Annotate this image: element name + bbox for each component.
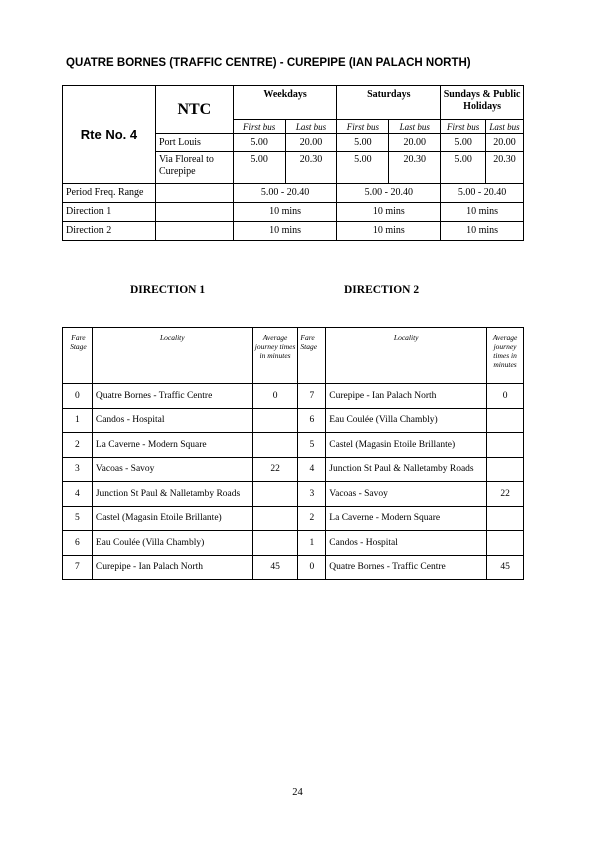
fare-stage-cell: 0: [298, 555, 326, 580]
table-row: [63, 555, 524, 580]
fare-stage-cell: 2: [298, 506, 326, 531]
period-value: 5.00 - 20.40: [233, 184, 337, 203]
time-cell: 5.00: [233, 134, 285, 152]
frequency-value: 10 mins: [337, 222, 441, 241]
fare-stage-cell: 1: [298, 531, 326, 556]
journey-time-cell: 22: [487, 482, 524, 507]
locality-cell: Quatre Bornes - Traffic Centre: [326, 555, 487, 580]
row-origin: Via Floreal to Curepipe: [155, 152, 233, 184]
fare-stage-header: Fare Stage: [63, 328, 93, 384]
journey-time-cell: [487, 433, 524, 458]
time-cell: 5.00: [337, 152, 389, 184]
fare-stage-cell: 7: [298, 384, 326, 409]
locality-cell: Eau Coulée (Villa Chambly): [92, 531, 252, 556]
page-number: 24: [292, 787, 303, 798]
frequency-value: 10 mins: [337, 203, 441, 222]
period-label: Period Freq. Range: [63, 184, 156, 203]
fare-stage-cell: 2: [63, 433, 93, 458]
locality-cell: Quatre Bornes - Traffic Centre: [92, 384, 252, 409]
journey-time-cell: [487, 531, 524, 556]
table-row: [63, 203, 524, 222]
route-timetable: [62, 85, 524, 241]
fare-stage-cell: 3: [298, 482, 326, 507]
group-sundays: Sundays & Public Holidays: [441, 86, 524, 120]
time-cell: 20.00: [486, 134, 524, 152]
journey-time-cell: 45: [252, 555, 298, 580]
direction-label: Direction 2: [63, 222, 156, 241]
fare-stage-cell: 1: [63, 408, 93, 433]
locality-cell: Junction St Paul & Nalletamby Roads: [326, 457, 487, 482]
journey-time-cell: [252, 506, 298, 531]
row-origin: Port Louis: [155, 134, 233, 152]
last-bus-header: Last bus: [389, 120, 441, 134]
fare-stage-cell: 0: [63, 384, 93, 409]
locality-cell: La Caverne - Modern Square: [326, 506, 487, 531]
fare-stage-cell: 3: [63, 457, 93, 482]
fare-stage-cell: 4: [298, 457, 326, 482]
frequency-value: 10 mins: [441, 203, 524, 222]
locality-cell: Vacoas - Savoy: [326, 482, 487, 507]
group-weekdays: Weekdays: [233, 86, 337, 120]
fare-stage-cell: 5: [298, 433, 326, 458]
time-cell: 20.00: [285, 134, 337, 152]
page-title: QUATRE BORNES (TRAFFIC CENTRE) - CUREPIPE (IAN PALACH NORTH): [66, 57, 471, 69]
locality-cell: Junction St Paul & Nalletamby Roads: [92, 482, 252, 507]
locality-cell: Castel (Magasin Etoile Brillante): [326, 433, 487, 458]
fare-stage-cell: 6: [63, 531, 93, 556]
first-bus-header: First bus: [233, 120, 285, 134]
direction2-heading: DIRECTION 2: [344, 284, 420, 296]
journey-time-cell: 45: [487, 555, 524, 580]
time-cell: 20.30: [486, 152, 524, 184]
table-row: [63, 482, 524, 507]
first-bus-header: First bus: [441, 120, 486, 134]
table-row: [63, 457, 524, 482]
time-cell: 20.30: [285, 152, 337, 184]
table-row: [63, 433, 524, 458]
journey-time-cell: [252, 433, 298, 458]
table-row: [63, 184, 524, 203]
operator-name: NTC: [155, 86, 233, 134]
locality-cell: Curepipe - Ian Palach North: [92, 555, 252, 580]
journey-time-cell: [252, 531, 298, 556]
locality-header: Locality: [326, 328, 487, 384]
fare-stage-cell: 6: [298, 408, 326, 433]
journey-time-cell: 0: [252, 384, 298, 409]
avg-time-header: Average journey times in minutes: [252, 328, 298, 384]
route-number: Rte No. 4: [63, 86, 156, 184]
time-cell: 5.00: [441, 134, 486, 152]
journey-time-cell: 0: [487, 384, 524, 409]
period-value: 5.00 - 20.40: [337, 184, 441, 203]
locality-cell: La Caverne - Modern Square: [92, 433, 252, 458]
time-cell: 5.00: [233, 152, 285, 184]
time-cell: 20.00: [389, 134, 441, 152]
period-value: 5.00 - 20.40: [441, 184, 524, 203]
first-bus-header: First bus: [337, 120, 389, 134]
fare-stage-cell: 5: [63, 506, 93, 531]
journey-time-cell: 22: [252, 457, 298, 482]
time-cell: 20.30: [389, 152, 441, 184]
locality-cell: Vacoas - Savoy: [92, 457, 252, 482]
group-saturdays: Saturdays: [337, 86, 441, 120]
fare-stage-cell: 7: [63, 555, 93, 580]
journey-time-cell: [487, 506, 524, 531]
locality-header: Locality: [92, 328, 252, 384]
frequency-value: 10 mins: [441, 222, 524, 241]
locality-cell: Candos - Hospital: [92, 408, 252, 433]
time-cell: 5.00: [337, 134, 389, 152]
fare-stage-cell: 4: [63, 482, 93, 507]
journey-time-cell: [487, 408, 524, 433]
direction-label: Direction 1: [63, 203, 156, 222]
table-row: [63, 222, 524, 241]
time-cell: 5.00: [441, 152, 486, 184]
locality-cell: Candos - Hospital: [326, 531, 487, 556]
locality-cell: Curepipe - Ian Palach North: [326, 384, 487, 409]
journey-time-cell: [252, 482, 298, 507]
locality-cell: Eau Coulée (Villa Chambly): [326, 408, 487, 433]
table-row: [63, 506, 524, 531]
last-bus-header: Last bus: [486, 120, 524, 134]
avg-time-header: Average journey times in minutes: [487, 328, 524, 384]
table-row: [63, 408, 524, 433]
last-bus-header: Last bus: [285, 120, 337, 134]
locality-cell: Castel (Magasin Etoile Brillante): [92, 506, 252, 531]
fare-stage-header: Fare Stage: [298, 328, 326, 384]
direction1-heading: DIRECTION 1: [130, 284, 206, 296]
frequency-value: 10 mins: [233, 203, 337, 222]
journey-time-cell: [487, 457, 524, 482]
table-row: [63, 531, 524, 556]
fare-stage-table: [62, 327, 524, 580]
journey-time-cell: [252, 408, 298, 433]
frequency-value: 10 mins: [233, 222, 337, 241]
table-row: [63, 384, 524, 409]
